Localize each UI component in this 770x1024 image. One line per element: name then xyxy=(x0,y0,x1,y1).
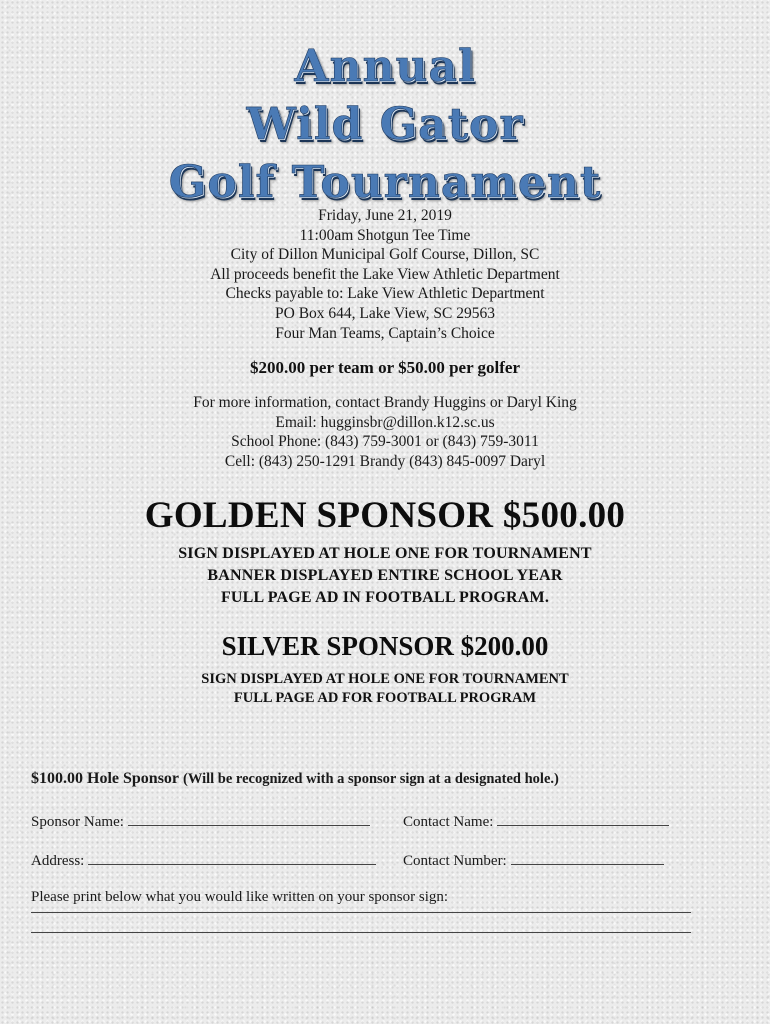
event-beneficiary: All proceeds benefit the Lake View Athletic Department xyxy=(210,265,560,283)
contact-cell: Cell: (843) 250-1291 Brandy (843) 845-0097 Daryl xyxy=(224,452,546,470)
sponsor-name-blank[interactable] xyxy=(128,811,370,826)
golden-benefit: FULL PAGE AD IN FOOTBALL PROGRAM. xyxy=(220,589,550,606)
event-location: City of Dillon Municipal Golf Course, Dillon, SC xyxy=(230,246,540,264)
contact-name-blank[interactable] xyxy=(497,811,669,826)
event-date: Friday, June 21, 2019 xyxy=(318,207,452,224)
title-line-annual: Annual xyxy=(294,41,476,92)
address-blank[interactable] xyxy=(88,850,376,865)
silver-sponsor-heading: SILVER SPONSOR $200.00 xyxy=(221,631,549,661)
silver-benefit: FULL PAGE AD FOR FOOTBALL PROGRAM xyxy=(233,690,537,706)
checks-payable: Checks payable to: Lake View Athletic Department xyxy=(225,285,545,303)
golden-sponsor-heading: GOLDEN SPONSOR $500.00 xyxy=(144,495,626,536)
contact-number-field xyxy=(403,850,664,870)
contact-name-field xyxy=(403,811,669,831)
hole-sponsor-label: $100.00 Hole Sponsor xyxy=(31,770,180,787)
golden-sponsor-benefits xyxy=(0,543,770,609)
sign-text-line-1[interactable] xyxy=(31,912,691,913)
silver-sponsor-benefits xyxy=(0,670,770,708)
contact-number-blank[interactable] xyxy=(511,850,664,865)
contact-info xyxy=(0,393,770,471)
silver-benefit: SIGN DISPLAYED AT HOLE ONE FOR TOURNAMENT xyxy=(201,671,569,687)
team-format: Four Man Teams, Captain’s Choice xyxy=(275,324,495,342)
event-details xyxy=(0,206,770,343)
golden-benefit: BANNER DISPLAYED ENTIRE SCHOOL YEAR xyxy=(207,567,563,584)
golden-benefit: SIGN DISPLAYED AT HOLE ONE FOR TOURNAMENT xyxy=(178,545,592,562)
sponsor-name-label: Sponsor Name: xyxy=(31,814,124,830)
contact-email[interactable]: Email: hugginsbr@dillon.k12.sc.us xyxy=(275,413,495,431)
title-line-wild-gator: Wild Gator xyxy=(246,99,524,150)
mailing-address: PO Box 644, Lake View, SC 29563 xyxy=(275,304,495,322)
sign-prompt: Please print below what you would like written on your sponsor sign: xyxy=(31,889,449,905)
contact-intro: For more information, contact Brandy Huggins or Daryl King xyxy=(193,394,577,411)
contact-number-label: Contact Number: xyxy=(403,853,507,869)
sign-text-line-2[interactable] xyxy=(31,932,691,933)
event-tee-time: 11:00am Shotgun Tee Time xyxy=(299,226,471,244)
address-field xyxy=(31,850,376,870)
flyer-title xyxy=(0,38,770,212)
title-line-golf-tournament: Golf Tournament xyxy=(168,157,602,208)
entry-price: $200.00 per team or $50.00 per golfer xyxy=(249,358,521,377)
address-label: Address: xyxy=(31,853,85,869)
contact-school-phone: School Phone: (843) 759-3001 or (843) 759-3011 xyxy=(231,433,539,451)
contact-name-label: Contact Name: xyxy=(403,814,494,830)
hole-sponsor xyxy=(31,770,559,788)
sponsor-name-field xyxy=(31,811,370,831)
hole-sponsor-note: (Will be recognized with a sponsor sign at a designated hole.) xyxy=(183,771,559,787)
